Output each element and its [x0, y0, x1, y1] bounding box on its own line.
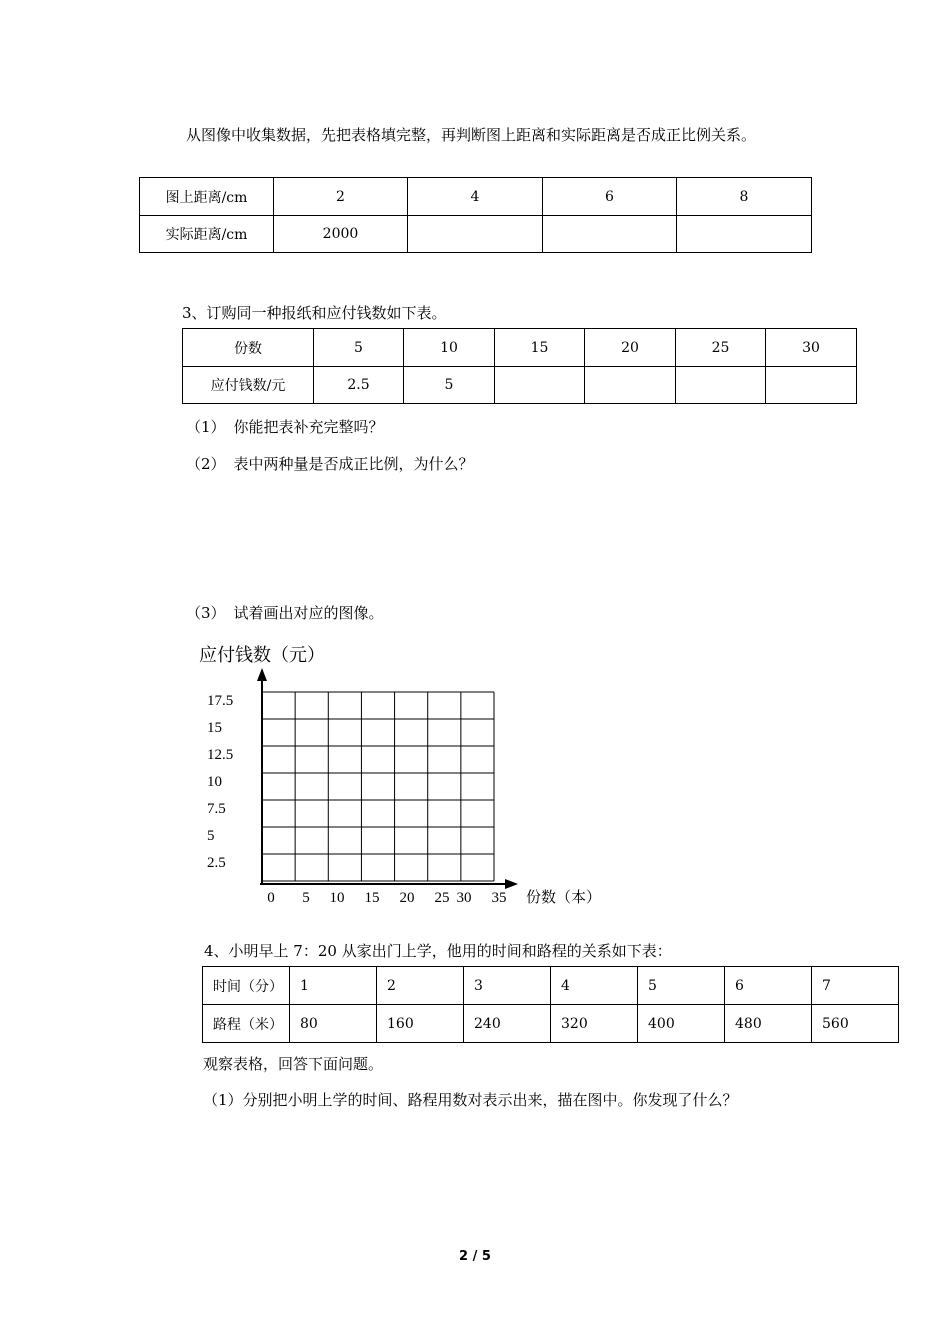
- table-cell: 2000: [274, 216, 408, 253]
- table-cell: 2.5: [314, 367, 404, 404]
- q3-sub2-number: （2）: [186, 455, 226, 473]
- table-cell: 6: [543, 178, 677, 216]
- table-row: [203, 967, 899, 1005]
- table-cell: 80: [290, 1005, 377, 1043]
- table-cell: 实际距离/cm: [140, 216, 274, 253]
- table-cell: 25: [676, 329, 766, 367]
- y-axis-arrow-icon: [257, 668, 267, 681]
- intro-line: 从图像中收集数据，先把表格填完整，再判断图上距离和实际距离是否成正比例关系。: [186, 126, 757, 144]
- table-row: [203, 1005, 899, 1043]
- table-cell: 3: [464, 967, 551, 1005]
- table-cell: 7: [812, 967, 899, 1005]
- table-cell: 4: [408, 178, 543, 216]
- x-tick-label: 10: [329, 890, 345, 906]
- table-cell: 240: [464, 1005, 551, 1043]
- table-cell: 6: [725, 967, 812, 1005]
- y-tick-label: 17.5: [207, 693, 234, 709]
- q3-sub1-text: 你能把表补充完整吗？: [233, 418, 384, 436]
- table-cell: 4: [551, 967, 638, 1005]
- table-cell: 8: [677, 178, 812, 216]
- table-cell: 20: [585, 329, 676, 367]
- y-tick-label: 2.5: [207, 855, 226, 871]
- table-cell: 份数: [183, 329, 314, 367]
- table-cell: 160: [377, 1005, 464, 1043]
- q3-sub3-text: 试着画出对应的图像。: [233, 604, 384, 622]
- y-tick-label: 10: [207, 774, 222, 790]
- q3-sub3-number: （3）: [186, 604, 226, 622]
- table-cell: 30: [766, 329, 857, 367]
- y-axis-title: 应付钱数（元）: [199, 645, 325, 666]
- x-tick-label: 15: [364, 890, 380, 906]
- table-cell: 10: [404, 329, 495, 367]
- x-axis-title: 份数（本）: [526, 888, 602, 906]
- x-tick-label: 30: [456, 890, 472, 906]
- table-cell: 320: [551, 1005, 638, 1043]
- table-cell: 560: [812, 1005, 899, 1043]
- y-tick-label: 15: [207, 720, 222, 736]
- table-cell: 5: [638, 967, 725, 1005]
- table-cell: 时间（分）: [203, 967, 290, 1005]
- q3-sub1-number: （1）: [186, 418, 226, 436]
- q4-title: 4、小明早上 7：20 从家出门上学，他用的时间和路程的关系如下表：: [204, 942, 672, 960]
- x-tick-label: 25: [434, 890, 450, 906]
- table-cell: 5: [314, 329, 404, 367]
- q3-title: 3、订购同一种报纸和应付钱数如下表。: [182, 304, 447, 322]
- table-cell: 1: [290, 967, 377, 1005]
- table-cell: 480: [725, 1005, 812, 1043]
- table-cell: 2: [377, 967, 464, 1005]
- table-cell: 应付钱数/元: [183, 367, 314, 404]
- q4-observe: 观察表格，回答下面问题。: [203, 1055, 384, 1073]
- y-tick-label: 7.5: [207, 801, 226, 817]
- table-cell: 2: [274, 178, 408, 216]
- x-tick-label: 35: [491, 890, 507, 906]
- x-tick-label: 20: [399, 890, 415, 906]
- table-cell: 路程（米）: [203, 1005, 290, 1043]
- x-tick-label: 0: [267, 890, 275, 906]
- q3-sub2-text: 表中两种量是否成正比例，为什么？: [233, 455, 474, 473]
- x-axis-arrow-icon: [505, 879, 518, 889]
- page-number: 2 / 5: [459, 1249, 491, 1264]
- y-tick-label: 12.5: [207, 747, 234, 763]
- time-distance-table: [202, 966, 899, 1043]
- table-cell: 400: [638, 1005, 725, 1043]
- q4-sub1: （1）分别把小明上学的时间、路程用数对表示出来，描在图中。你发现了什么？: [203, 1091, 738, 1109]
- y-tick-label: 5: [207, 828, 215, 844]
- table-cell: 图上距离/cm: [140, 178, 274, 216]
- table-cell: 15: [495, 329, 585, 367]
- table-cell: 5: [404, 367, 495, 404]
- x-tick-label: 5: [302, 890, 310, 906]
